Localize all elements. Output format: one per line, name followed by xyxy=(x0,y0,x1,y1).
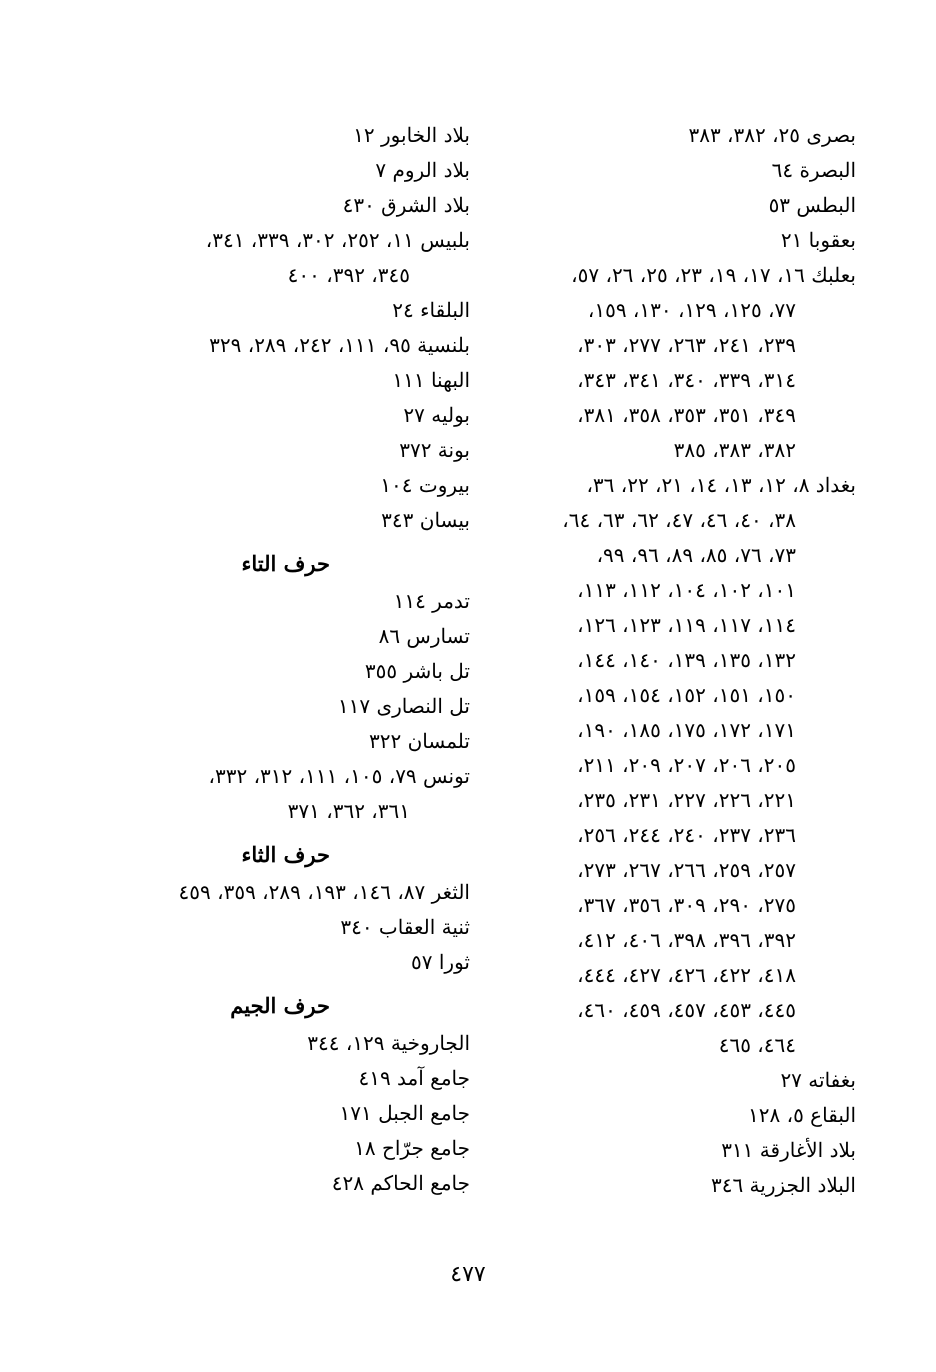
index-entry: بلاد الشرق ٤٣٠ xyxy=(342,193,470,217)
index-entry: تلمسان ٣٢٢ xyxy=(369,729,470,753)
index-entry: تل باشر ٣٥٥ xyxy=(364,659,470,683)
page-number: ٤٧٧ xyxy=(450,1262,486,1287)
index-entry: البقاع ٥، ١٢٨ xyxy=(748,1103,856,1127)
index-entry: بوليه ٢٧ xyxy=(403,403,470,427)
index-entry: بغداد ٨، ١٢، ١٣، ١٤، ٢١، ٢٢، ٣٦، xyxy=(586,473,856,497)
index-entry: جامع جرّاح ١٨ xyxy=(354,1136,470,1160)
index-entry-continuation: ٤١٨، ٤٢٢، ٤٢٦، ٤٢٧، ٤٤٤، xyxy=(577,963,796,987)
index-entry-continuation: ٣٨، ٤٠، ٤٦، ٤٧، ٦٢، ٦٣، ٦٤، xyxy=(562,508,796,532)
index-entry: بلبيس ١١، ٢٥٢، ٣٠٢، ٣٣٩، ٣٤١، xyxy=(205,228,470,252)
index-entry: بيروت ١٠٤ xyxy=(380,473,470,497)
index-entry-continuation: ٢٧٥، ٢٩٠، ٣٠٩، ٣٥٦، ٣٦٧، xyxy=(577,893,796,917)
index-entry-continuation: ٤٤٥، ٤٥٣، ٤٥٧، ٤٥٩، ٤٦٠، xyxy=(577,998,796,1022)
index-entry-continuation: ٢٣٦، ٢٣٧، ٢٤٠، ٢٤٤، ٢٥٦، xyxy=(577,823,796,847)
index-entry: بعقوبا ٢١ xyxy=(780,228,856,252)
index-entry: جامع الجبل ١٧١ xyxy=(339,1101,470,1125)
index-entry-continuation: ١٠١، ١٠٢، ١٠٤، ١١٢، ١١٣، xyxy=(577,578,796,602)
index-entry: تسارس ٨٦ xyxy=(378,624,470,648)
index-entry: البلاد الجزرية ٣٤٦ xyxy=(710,1173,856,1197)
section-heading: حرف التاء xyxy=(241,551,330,576)
index-entry-continuation: ٤٦٤، ٤٦٥ xyxy=(718,1033,796,1057)
index-entry: البصرة ٦٤ xyxy=(771,158,856,182)
index-entry: تونس ٧٩، ١٠٥، ١١١، ٣١٢، ٣٣٢، xyxy=(208,764,470,788)
index-entry-continuation: ١٣٢، ١٣٥، ١٣٩، ١٤٠، ١٤٤، xyxy=(577,648,796,672)
index-entry: بيسان ٣٤٣ xyxy=(381,508,470,532)
index-column-right xyxy=(491,118,856,1203)
index-entry: بصرى ٢٥، ٣٨٢، ٣٨٣ xyxy=(688,123,856,147)
index-entry-continuation: ٢٣٩، ٢٤١، ٢٦٣، ٢٧٧، ٣٠٣، xyxy=(577,333,796,357)
section-heading: حرف الثاء xyxy=(241,842,330,867)
index-entry: تدمر ١١٤ xyxy=(393,589,470,613)
index-entry-continuation: ١٥٠، ١٥١، ١٥٢، ١٥٤، ١٥٩، xyxy=(577,683,796,707)
index-column-left xyxy=(100,118,470,1201)
index-entry-continuation: ١١٤، ١١٧، ١١٩، ١٢٣، ١٢٦، xyxy=(577,613,796,637)
index-entry-continuation: ٢٠٥، ٢٠٦، ٢٠٧، ٢٠٩، ٢١١، xyxy=(577,753,796,777)
index-entry-continuation: ٣٤٥، ٣٩٢، ٤٠٠ xyxy=(287,263,410,287)
index-entry-continuation: ٧٧، ١٢٥، ١٢٩، ١٣٠، ١٥٩، xyxy=(587,298,796,322)
index-entry: الجاروخية ١٢٩، ٣٤٤ xyxy=(307,1031,470,1055)
index-entry: جامع آمد ٤١٩ xyxy=(358,1066,470,1090)
index-entry-continuation: ١٧١، ١٧٢، ١٧٥، ١٨٥، ١٩٠، xyxy=(577,718,796,742)
index-entry: تل النصارى ١١٧ xyxy=(337,694,470,718)
index-entry: بغفاته ٢٧ xyxy=(780,1068,856,1092)
index-entry-continuation: ٣١٤، ٣٣٩، ٣٤٠، ٣٤١، ٣٤٣، xyxy=(577,368,796,392)
index-entry-continuation: ٢٥٧، ٢٥٩، ٢٦٦، ٢٦٧، ٢٧٣، xyxy=(577,858,796,882)
index-entry: جامع الحاكم ٤٢٨ xyxy=(331,1171,470,1195)
index-entry: البهنا ١١١ xyxy=(392,368,470,392)
section-heading: حرف الجيم xyxy=(230,993,330,1018)
index-entry: البلقاء ٢٤ xyxy=(392,298,470,322)
index-entry: بونة ٣٧٢ xyxy=(399,438,470,462)
index-entry-continuation: ٣٩٢، ٣٩٦، ٣٩٨، ٤٠٦، ٤١٢، xyxy=(577,928,796,952)
index-entry-continuation: ٧٣، ٧٦، ٨٥، ٨٩، ٩٦، ٩٩، xyxy=(596,543,796,567)
index-entry-continuation: ٣٤٩، ٣٥١، ٣٥٣، ٣٥٨، ٣٨١، xyxy=(577,403,796,427)
index-entry: بلنسية ٩٥، ١١١، ٢٤٢، ٢٨٩، ٣٢٩ xyxy=(209,333,470,357)
index-entry: بلاد الأغارقة ٣١١ xyxy=(721,1138,856,1162)
index-entry: بعلبك ١٦، ١٧، ١٩، ٢٣، ٢٥، ٢٦، ٥٧، xyxy=(571,263,856,287)
index-entry: البطس ٥٣ xyxy=(768,193,856,217)
index-entry: بلاد الروم ٧ xyxy=(375,158,470,182)
index-entry: ثنية العقاب ٣٤٠ xyxy=(340,915,470,939)
index-entry: الثغر ٨٧، ١٤٦، ١٩٣، ٢٨٩، ٣٥٩، ٤٥٩ xyxy=(178,880,470,904)
index-entry: بلاد الخابور ١٢ xyxy=(353,123,470,147)
index-entry-continuation: ٢٢١، ٢٢٦، ٢٢٧، ٢٣١، ٢٣٥، xyxy=(577,788,796,812)
index-entry: ثورا ٥٧ xyxy=(411,950,470,974)
index-entry-continuation: ٣٨٢، ٣٨٣، ٣٨٥ xyxy=(673,438,796,462)
index-entry-continuation: ٣٦١، ٣٦٢، ٣٧١ xyxy=(287,799,410,823)
